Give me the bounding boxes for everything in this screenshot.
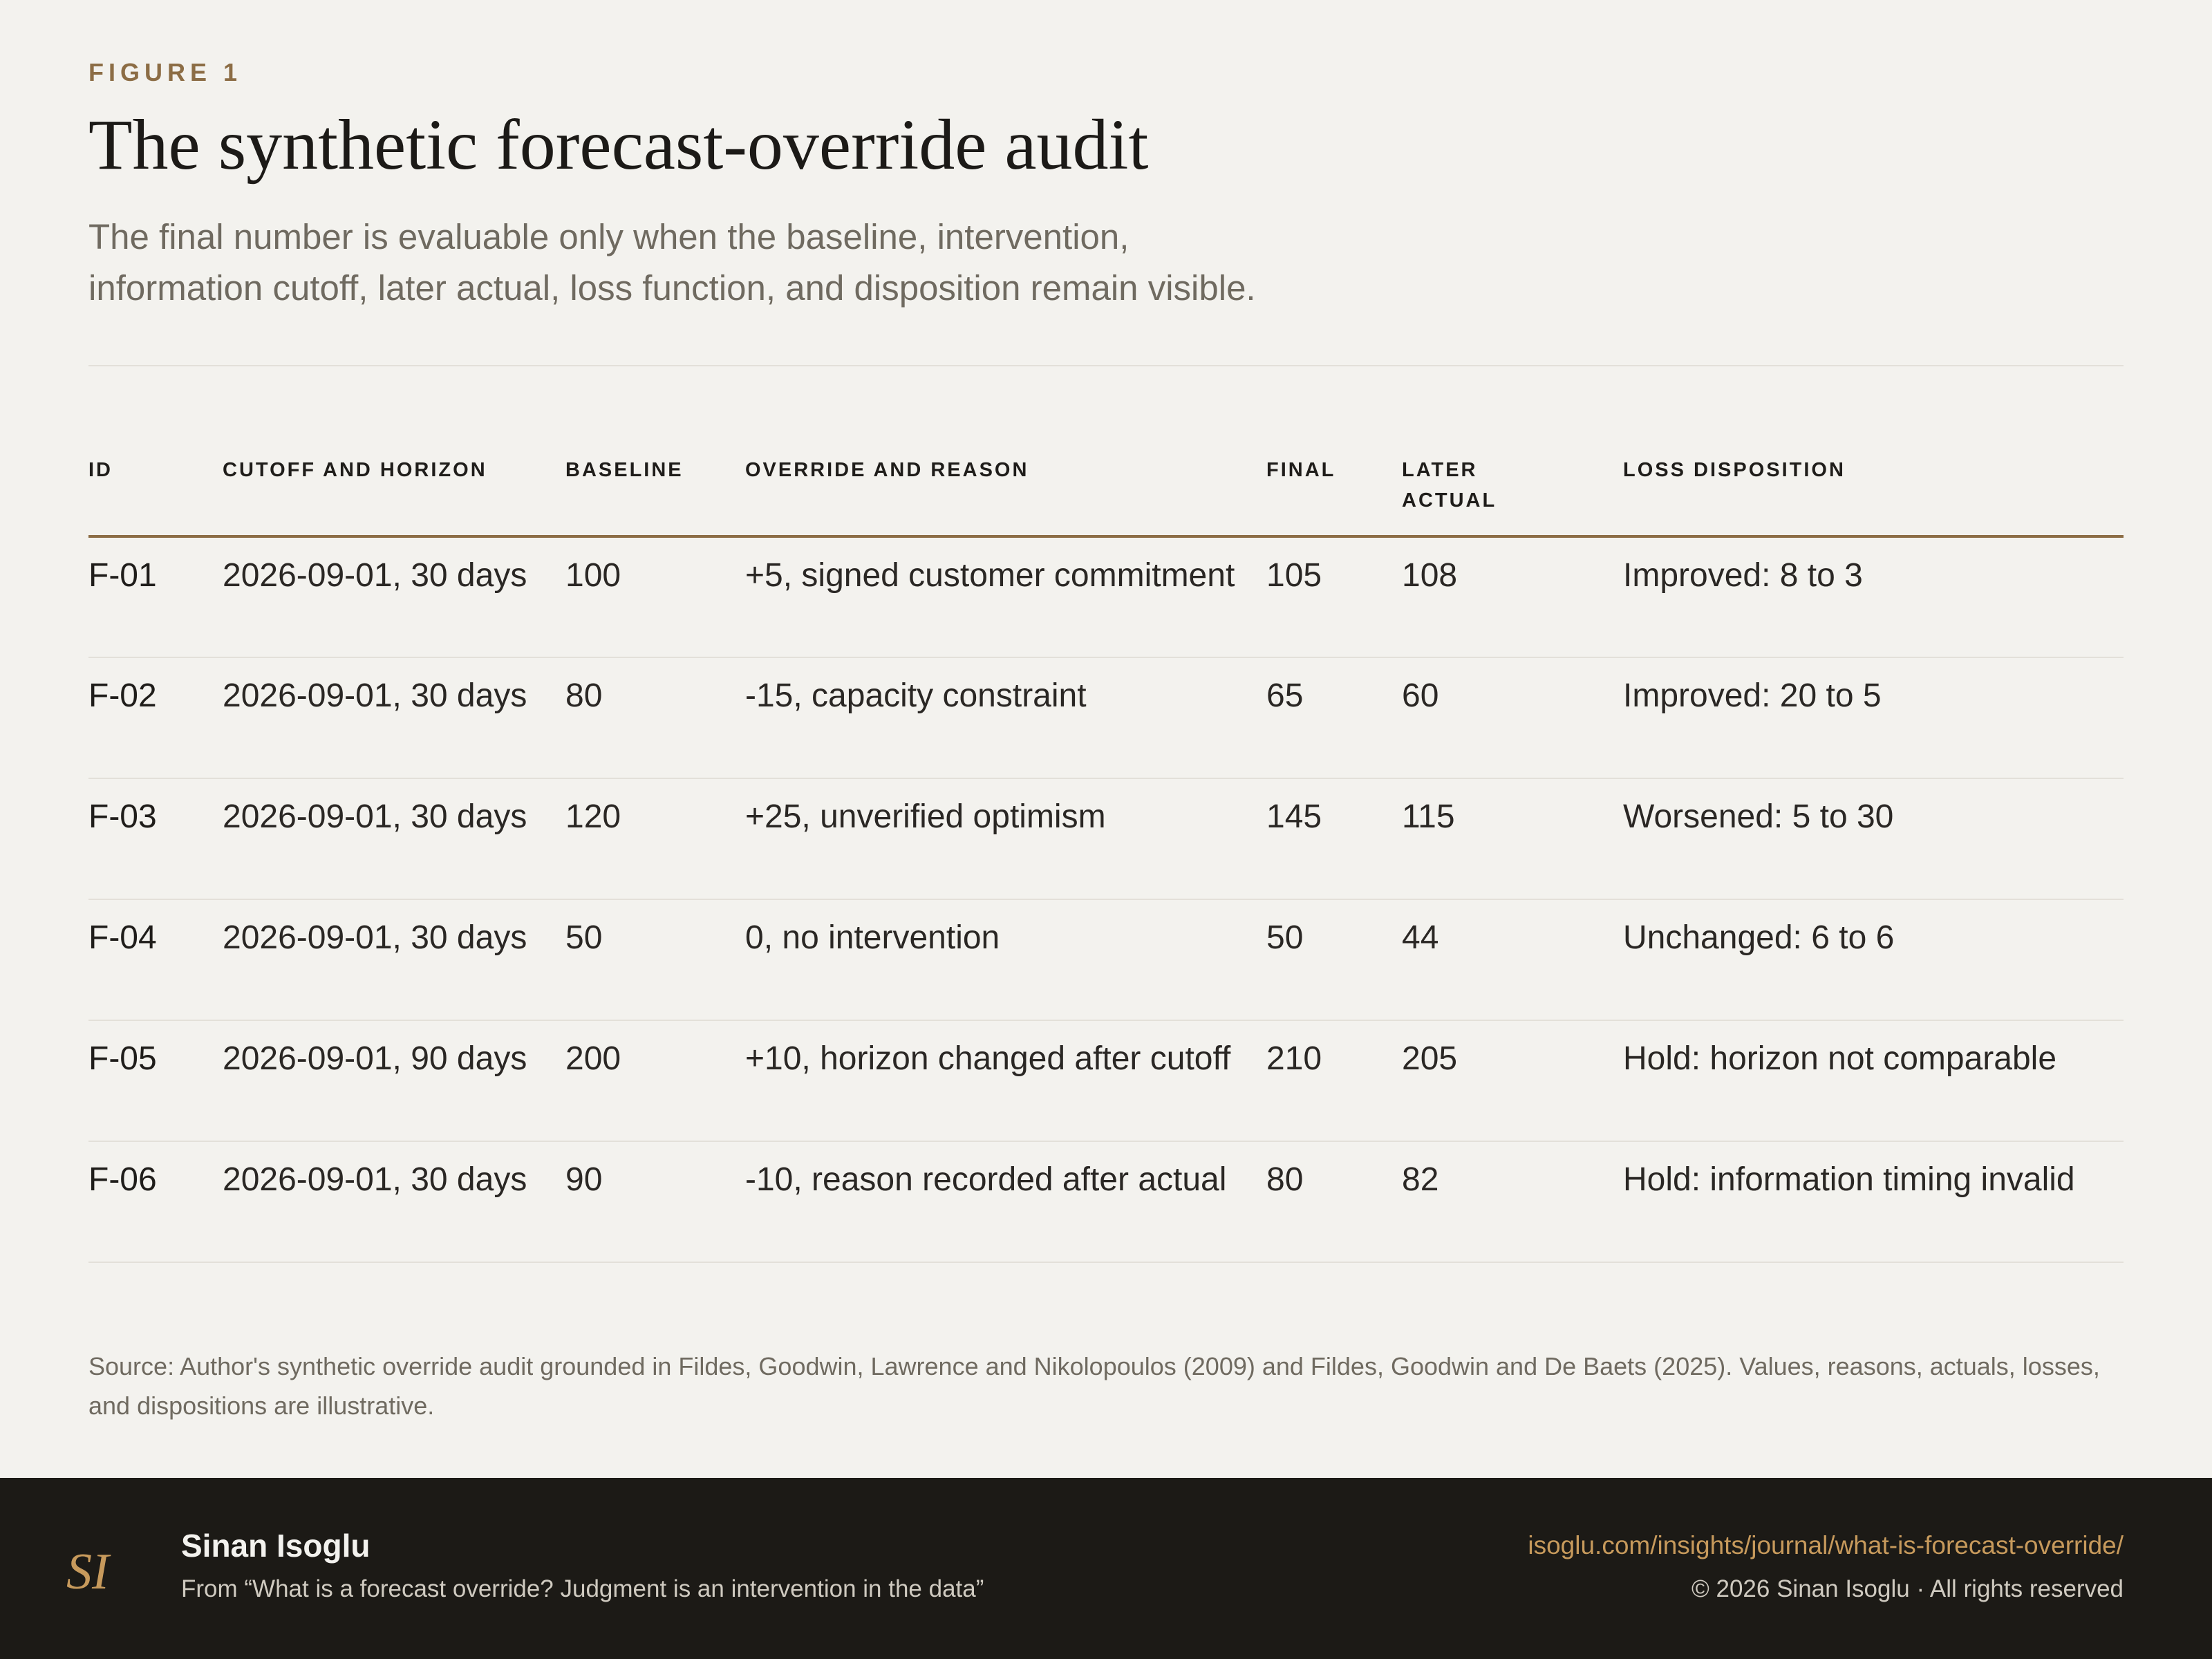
cell-baseline: 100 xyxy=(565,536,745,657)
table-row xyxy=(88,1141,2124,1262)
article-link[interactable]: isoglu.com/insights/journal/what-is-forecast-override/ xyxy=(1528,1531,2124,1559)
cell-cutoff: 2026-09-01, 90 days xyxy=(223,1020,565,1141)
column-header-id: ID xyxy=(88,455,223,536)
cell-id: F-04 xyxy=(88,899,223,1020)
divider xyxy=(88,365,2124,366)
cell-cutoff: 2026-09-01, 30 days xyxy=(223,657,565,778)
cell-loss-disposition: Hold: information timing invalid xyxy=(1623,1141,2124,1262)
cell-baseline: 200 xyxy=(565,1020,745,1141)
cell-id: F-03 xyxy=(88,778,223,899)
table-header-row xyxy=(88,455,2124,536)
column-header-final: FINAL xyxy=(1266,455,1402,536)
table-row xyxy=(88,778,2124,899)
cell-final: 50 xyxy=(1266,899,1402,1020)
cell-id: F-05 xyxy=(88,1020,223,1141)
footer xyxy=(0,1478,2212,1659)
cell-id: F-01 xyxy=(88,536,223,657)
cell-override: +5, signed customer commitment xyxy=(745,536,1266,657)
column-header-baseline: BASELINE xyxy=(565,455,745,536)
source-note: Source: Author's synthetic override audit grounded in Fildes, Goodwin, Lawrence and Nikolopoulos (2009) and Fildes, Goodwin and De Baets (2025). Values, reasons, actuals, losses, and dispositions are illustrative. xyxy=(88,1352,2100,1420)
cell-id: F-06 xyxy=(88,1141,223,1262)
cell-cutoff: 2026-09-01, 30 days xyxy=(223,536,565,657)
cell-id: F-02 xyxy=(88,657,223,778)
cell-baseline: 80 xyxy=(565,657,745,778)
cell-cutoff: 2026-09-01, 30 days xyxy=(223,899,565,1020)
cell-cutoff: 2026-09-01, 30 days xyxy=(223,1141,565,1262)
copyright: © 2026 Sinan Isoglu · All rights reserved xyxy=(1691,1575,2124,1602)
cell-cutoff: 2026-09-01, 30 days xyxy=(223,778,565,899)
audit-table xyxy=(88,455,2124,1263)
author-name: Sinan Isoglu xyxy=(181,1528,371,1564)
cell-later-actual: 115 xyxy=(1402,778,1623,899)
cell-override: -15, capacity constraint xyxy=(745,657,1266,778)
cell-loss-disposition: Improved: 8 to 3 xyxy=(1623,536,2124,657)
cell-override: +25, unverified optimism xyxy=(745,778,1266,899)
cell-later-actual: 60 xyxy=(1402,657,1623,778)
cell-baseline: 120 xyxy=(565,778,745,899)
cell-override: 0, no intervention xyxy=(745,899,1266,1020)
table-row xyxy=(88,536,2124,657)
cell-later-actual: 205 xyxy=(1402,1020,1623,1141)
cell-loss-disposition: Unchanged: 6 to 6 xyxy=(1623,899,2124,1020)
table-row xyxy=(88,1020,2124,1141)
logo-text: SI xyxy=(66,1544,109,1600)
cell-later-actual: 44 xyxy=(1402,899,1623,1020)
figure-subtitle: The final number is evaluable only when the baseline, intervention, information cutoff, later actual, loss function, and disposition remain visible. xyxy=(88,217,1256,308)
column-header-loss-disposition: LOSS DISPOSITION xyxy=(1623,455,2124,536)
cell-final: 65 xyxy=(1266,657,1402,778)
cell-final: 210 xyxy=(1266,1020,1402,1141)
cell-final: 105 xyxy=(1266,536,1402,657)
cell-final: 145 xyxy=(1266,778,1402,899)
cell-later-actual: 82 xyxy=(1402,1141,1623,1262)
cell-override: -10, reason recorded after actual xyxy=(745,1141,1266,1262)
cell-baseline: 50 xyxy=(565,899,745,1020)
article-reference: From “What is a forecast override? Judgment is an intervention in the data” xyxy=(181,1575,984,1602)
cell-baseline: 90 xyxy=(565,1141,745,1262)
author-monogram-logo xyxy=(64,1539,119,1602)
column-header-later-actual: LATER ACTUAL xyxy=(1402,455,1623,536)
table-row xyxy=(88,657,2124,778)
cell-override: +10, horizon changed after cutoff xyxy=(745,1020,1266,1141)
cell-loss-disposition: Worsened: 5 to 30 xyxy=(1623,778,2124,899)
cell-later-actual: 108 xyxy=(1402,536,1623,657)
cell-loss-disposition: Hold: horizon not comparable xyxy=(1623,1020,2124,1141)
figure-title: The synthetic forecast-override audit xyxy=(88,105,1149,185)
table-row xyxy=(88,899,2124,1020)
column-header-cutoff: CUTOFF AND HORIZON xyxy=(223,455,565,536)
cell-final: 80 xyxy=(1266,1141,1402,1262)
figure-kicker: FIGURE 1 xyxy=(88,58,243,86)
cell-loss-disposition: Improved: 20 to 5 xyxy=(1623,657,2124,778)
column-header-override: OVERRIDE AND REASON xyxy=(745,455,1266,536)
